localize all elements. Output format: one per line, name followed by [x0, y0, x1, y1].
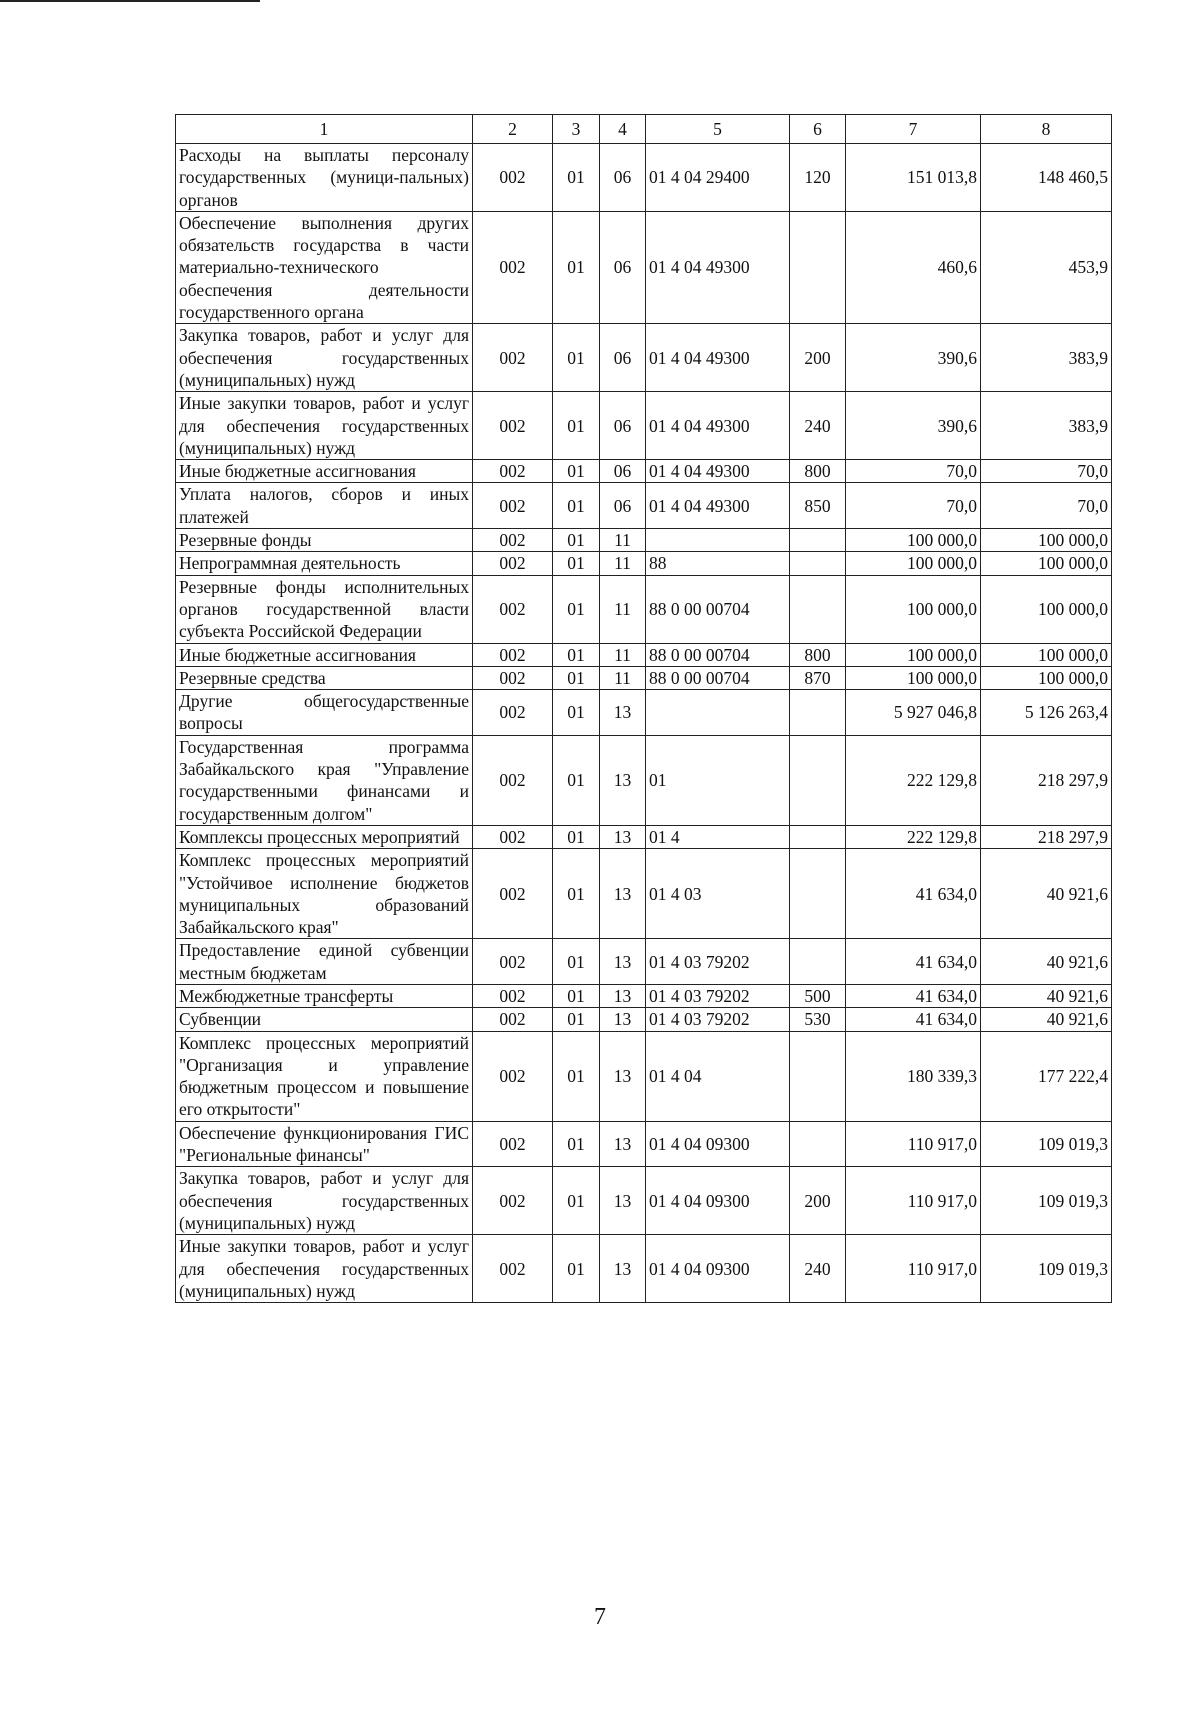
row-name: Обеспечение выполнения других обязательств государства в части материально-технического обеспечения деятельности государственного органа — [176, 211, 473, 323]
row-section-code: 01 — [553, 825, 600, 848]
row-amount-col7: 180 339,3 — [846, 1031, 981, 1121]
row-gr-code: 002 — [473, 1031, 553, 1121]
row-name: Иные закупки товаров, работ и услуг для обеспечения государственных (муниципальных) нужд — [176, 392, 473, 460]
row-gr-code: 002 — [473, 984, 553, 1007]
row-gr-code: 002 — [473, 460, 553, 483]
row-name: Государственная программа Забайкальского края "Управление государственными финансами и государственным долгом" — [176, 735, 473, 825]
row-amount-col7: 151 013,8 — [846, 144, 981, 212]
row-amount-col8: 109 019,3 — [981, 1121, 1112, 1167]
row-name: Иные закупки товаров, работ и услуг для обеспечения государственных (муниципальных) нужд — [176, 1235, 473, 1303]
table-row — [176, 1235, 1112, 1303]
row-name: Межбюджетные трансферты — [176, 984, 473, 1007]
row-expense-type-code: 800 — [790, 460, 846, 483]
row-amount-col7: 41 634,0 — [846, 939, 981, 985]
row-subsection-code: 11 — [600, 575, 646, 643]
table-row — [176, 1031, 1112, 1121]
row-subsection-code: 13 — [600, 690, 646, 736]
header-cell: 5 — [646, 115, 790, 144]
row-gr-code: 002 — [473, 392, 553, 460]
row-subsection-code: 06 — [600, 324, 646, 392]
table-row — [176, 1008, 1112, 1031]
table-row — [176, 144, 1112, 212]
row-expense-type-code — [790, 825, 846, 848]
budget-table — [175, 114, 1112, 1303]
row-target-code: 01 4 03 79202 — [646, 984, 790, 1007]
row-name: Непрограммная деятельность — [176, 552, 473, 575]
row-name: Иные бюджетные ассигнования — [176, 643, 473, 666]
row-expense-type-code: 850 — [790, 483, 846, 529]
row-amount-col7: 100 000,0 — [846, 529, 981, 552]
row-target-code: 01 4 03 — [646, 849, 790, 939]
row-target-code: 01 4 04 49300 — [646, 392, 790, 460]
row-expense-type-code — [790, 849, 846, 939]
row-name: Субвенции — [176, 1008, 473, 1031]
row-gr-code: 002 — [473, 666, 553, 689]
row-gr-code: 002 — [473, 825, 553, 848]
row-section-code: 01 — [553, 735, 600, 825]
row-amount-col8: 40 921,6 — [981, 849, 1112, 939]
row-amount-col8: 100 000,0 — [981, 643, 1112, 666]
row-target-code: 01 4 03 79202 — [646, 1008, 790, 1031]
row-subsection-code: 13 — [600, 1167, 646, 1235]
row-name: Резервные фонды — [176, 529, 473, 552]
row-expense-type-code — [790, 690, 846, 736]
row-name: Закупка товаров, работ и услуг для обеспечения государственных (муниципальных) нужд — [176, 324, 473, 392]
row-expense-type-code — [790, 552, 846, 575]
header-cell: 3 — [553, 115, 600, 144]
row-subsection-code: 06 — [600, 460, 646, 483]
row-name: Предоставление единой субвенции местным бюджетам — [176, 939, 473, 985]
row-section-code: 01 — [553, 849, 600, 939]
row-expense-type-code: 240 — [790, 392, 846, 460]
row-expense-type-code: 240 — [790, 1235, 846, 1303]
header-cell: 8 — [981, 115, 1112, 144]
row-amount-col8: 218 297,9 — [981, 825, 1112, 848]
row-amount-col8: 100 000,0 — [981, 666, 1112, 689]
row-gr-code: 002 — [473, 552, 553, 575]
row-name: Обеспечение функционирования ГИС "Региональные финансы" — [176, 1121, 473, 1167]
row-subsection-code: 11 — [600, 666, 646, 689]
row-gr-code: 002 — [473, 735, 553, 825]
row-subsection-code: 11 — [600, 552, 646, 575]
row-amount-col7: 100 000,0 — [846, 575, 981, 643]
row-section-code: 01 — [553, 529, 600, 552]
row-section-code: 01 — [553, 939, 600, 985]
row-section-code: 01 — [553, 1031, 600, 1121]
row-amount-col8: 40 921,6 — [981, 1008, 1112, 1031]
row-amount-col7: 110 917,0 — [846, 1167, 981, 1235]
row-amount-col8: 109 019,3 — [981, 1235, 1112, 1303]
row-amount-col7: 390,6 — [846, 324, 981, 392]
row-section-code: 01 — [553, 643, 600, 666]
row-amount-col7: 41 634,0 — [846, 849, 981, 939]
row-amount-col7: 41 634,0 — [846, 1008, 981, 1031]
row-subsection-code: 13 — [600, 1121, 646, 1167]
row-target-code — [646, 690, 790, 736]
row-expense-type-code — [790, 575, 846, 643]
header-cell: 2 — [473, 115, 553, 144]
row-expense-type-code — [790, 1121, 846, 1167]
row-amount-col8: 100 000,0 — [981, 529, 1112, 552]
row-subsection-code: 13 — [600, 735, 646, 825]
row-gr-code: 002 — [473, 324, 553, 392]
row-amount-col7: 100 000,0 — [846, 666, 981, 689]
row-gr-code: 002 — [473, 529, 553, 552]
row-subsection-code: 13 — [600, 1008, 646, 1031]
row-subsection-code: 13 — [600, 939, 646, 985]
header-cell: 1 — [176, 115, 473, 144]
table-row — [176, 735, 1112, 825]
table-row — [176, 690, 1112, 736]
page-number: 7 — [594, 1604, 606, 1630]
row-expense-type-code — [790, 211, 846, 323]
row-amount-col7: 70,0 — [846, 483, 981, 529]
row-amount-col7: 110 917,0 — [846, 1235, 981, 1303]
row-subsection-code: 13 — [600, 849, 646, 939]
row-target-code: 01 — [646, 735, 790, 825]
row-name: Комплекс процессных мероприятий "Организация и управление бюджетным процессом и повышение его открытости" — [176, 1031, 473, 1121]
row-target-code: 01 4 04 — [646, 1031, 790, 1121]
row-section-code: 01 — [553, 1167, 600, 1235]
table-row — [176, 1121, 1112, 1167]
table-row — [176, 575, 1112, 643]
header-cell: 7 — [846, 115, 981, 144]
row-expense-type-code: 120 — [790, 144, 846, 212]
row-target-code: 01 4 04 29400 — [646, 144, 790, 212]
row-section-code: 01 — [553, 392, 600, 460]
table-row — [176, 1167, 1112, 1235]
table-row — [176, 460, 1112, 483]
row-amount-col8: 148 460,5 — [981, 144, 1112, 212]
row-target-code: 88 0 00 00704 — [646, 575, 790, 643]
row-target-code: 01 4 04 49300 — [646, 460, 790, 483]
row-gr-code: 002 — [473, 1167, 553, 1235]
row-amount-col7: 70,0 — [846, 460, 981, 483]
row-section-code: 01 — [553, 211, 600, 323]
row-expense-type-code: 200 — [790, 324, 846, 392]
row-section-code: 01 — [553, 1121, 600, 1167]
row-subsection-code: 11 — [600, 643, 646, 666]
row-expense-type-code — [790, 939, 846, 985]
row-amount-col8: 177 222,4 — [981, 1031, 1112, 1121]
row-gr-code: 002 — [473, 1235, 553, 1303]
row-gr-code: 002 — [473, 144, 553, 212]
table-row — [176, 984, 1112, 1007]
row-name: Уплата налогов, сборов и иных платежей — [176, 483, 473, 529]
table-row — [176, 211, 1112, 323]
row-section-code: 01 — [553, 690, 600, 736]
row-amount-col7: 110 917,0 — [846, 1121, 981, 1167]
row-target-code — [646, 529, 790, 552]
row-expense-type-code: 500 — [790, 984, 846, 1007]
row-target-code: 88 0 00 00704 — [646, 643, 790, 666]
table-row — [176, 392, 1112, 460]
row-gr-code: 002 — [473, 1121, 553, 1167]
row-amount-col8: 70,0 — [981, 483, 1112, 529]
row-target-code: 01 4 04 49300 — [646, 324, 790, 392]
row-name: Другие общегосударственные вопросы — [176, 690, 473, 736]
row-expense-type-code: 870 — [790, 666, 846, 689]
row-name: Закупка товаров, работ и услуг для обеспечения государственных (муниципальных) нужд — [176, 1167, 473, 1235]
row-gr-code: 002 — [473, 690, 553, 736]
table-row — [176, 643, 1112, 666]
row-target-code: 01 4 04 49300 — [646, 483, 790, 529]
row-subsection-code: 06 — [600, 144, 646, 212]
table-row — [176, 666, 1112, 689]
header-row — [176, 115, 1112, 144]
row-gr-code: 002 — [473, 643, 553, 666]
row-name: Комплекс процессных мероприятий "Устойчивое исполнение бюджетов муниципальных образований Забайкальского края" — [176, 849, 473, 939]
row-name: Комплексы процессных мероприятий — [176, 825, 473, 848]
table-row — [176, 483, 1112, 529]
row-target-code: 01 4 04 49300 — [646, 211, 790, 323]
row-expense-type-code — [790, 1031, 846, 1121]
table-row — [176, 552, 1112, 575]
table-row — [176, 825, 1112, 848]
row-amount-col8: 100 000,0 — [981, 552, 1112, 575]
table-row — [176, 939, 1112, 985]
row-gr-code: 002 — [473, 939, 553, 985]
row-expense-type-code: 800 — [790, 643, 846, 666]
row-section-code: 01 — [553, 324, 600, 392]
row-section-code: 01 — [553, 575, 600, 643]
row-section-code: 01 — [553, 666, 600, 689]
row-expense-type-code — [790, 529, 846, 552]
row-gr-code: 002 — [473, 483, 553, 529]
row-amount-col8: 100 000,0 — [981, 575, 1112, 643]
row-gr-code: 002 — [473, 575, 553, 643]
row-target-code: 01 4 04 09300 — [646, 1167, 790, 1235]
row-section-code: 01 — [553, 483, 600, 529]
row-amount-col7: 222 129,8 — [846, 825, 981, 848]
row-name: Иные бюджетные ассигнования — [176, 460, 473, 483]
row-section-code: 01 — [553, 144, 600, 212]
row-amount-col8: 5 126 263,4 — [981, 690, 1112, 736]
row-amount-col7: 460,6 — [846, 211, 981, 323]
row-amount-col8: 453,9 — [981, 211, 1112, 323]
row-gr-code: 002 — [473, 211, 553, 323]
row-section-code: 01 — [553, 984, 600, 1007]
row-subsection-code: 11 — [600, 529, 646, 552]
row-amount-col8: 109 019,3 — [981, 1167, 1112, 1235]
row-subsection-code: 13 — [600, 825, 646, 848]
row-target-code: 01 4 04 09300 — [646, 1121, 790, 1167]
row-expense-type-code — [790, 735, 846, 825]
row-amount-col7: 41 634,0 — [846, 984, 981, 1007]
header-cell: 4 — [600, 115, 646, 144]
table-row — [176, 849, 1112, 939]
row-section-code: 01 — [553, 1235, 600, 1303]
row-amount-col8: 383,9 — [981, 324, 1112, 392]
row-section-code: 01 — [553, 552, 600, 575]
row-name: Резервные фонды исполнительных органов государственной власти субъекта Российской Федерации — [176, 575, 473, 643]
row-subsection-code: 13 — [600, 984, 646, 1007]
table-row — [176, 324, 1112, 392]
row-subsection-code: 06 — [600, 483, 646, 529]
row-amount-col7: 222 129,8 — [846, 735, 981, 825]
row-gr-code: 002 — [473, 1008, 553, 1031]
budget-table-body — [176, 144, 1112, 1303]
row-target-code: 01 4 03 79202 — [646, 939, 790, 985]
row-amount-col8: 383,9 — [981, 392, 1112, 460]
row-amount-col8: 70,0 — [981, 460, 1112, 483]
row-subsection-code: 06 — [600, 211, 646, 323]
row-amount-col8: 40 921,6 — [981, 939, 1112, 985]
row-amount-col7: 390,6 — [846, 392, 981, 460]
row-expense-type-code: 200 — [790, 1167, 846, 1235]
scan-edge-line — [0, 0, 260, 2]
row-section-code: 01 — [553, 1008, 600, 1031]
header-cell: 6 — [790, 115, 846, 144]
row-target-code: 88 — [646, 552, 790, 575]
row-target-code: 01 4 — [646, 825, 790, 848]
row-expense-type-code: 530 — [790, 1008, 846, 1031]
row-subsection-code: 13 — [600, 1235, 646, 1303]
row-amount-col7: 100 000,0 — [846, 552, 981, 575]
row-target-code: 88 0 00 00704 — [646, 666, 790, 689]
row-subsection-code: 06 — [600, 392, 646, 460]
row-amount-col7: 5 927 046,8 — [846, 690, 981, 736]
row-amount-col8: 218 297,9 — [981, 735, 1112, 825]
row-amount-col7: 100 000,0 — [846, 643, 981, 666]
table-row — [176, 529, 1112, 552]
row-section-code: 01 — [553, 460, 600, 483]
row-gr-code: 002 — [473, 849, 553, 939]
row-subsection-code: 13 — [600, 1031, 646, 1121]
row-target-code: 01 4 04 09300 — [646, 1235, 790, 1303]
row-name: Резервные средства — [176, 666, 473, 689]
row-amount-col8: 40 921,6 — [981, 984, 1112, 1007]
row-name: Расходы на выплаты персоналу государственных (муници-пальных) органов — [176, 144, 473, 212]
